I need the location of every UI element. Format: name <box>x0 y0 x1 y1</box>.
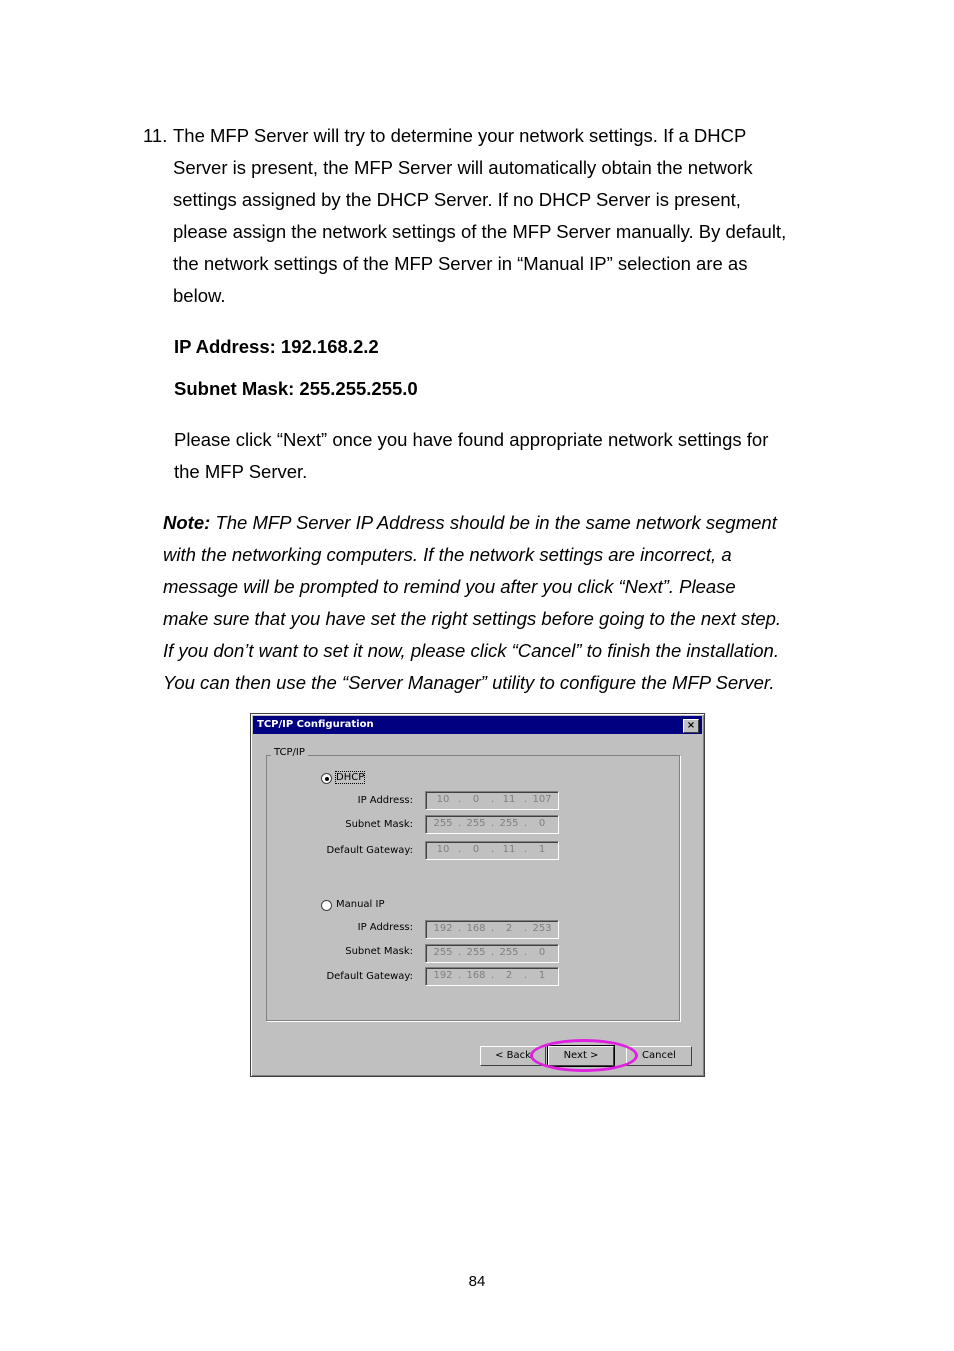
note-first: The MFP Server IP Address should be in the same network segment <box>210 512 777 533</box>
manual-ip-address-label: IP Address: <box>357 922 413 933</box>
page-number: 84 <box>468 1273 486 1290</box>
octet: 253 <box>532 923 552 934</box>
octet: 107 <box>532 794 552 805</box>
step-line: settings assigned by the DHCP Server. If no DHCP Server is present, <box>173 189 741 210</box>
dhcp-gateway-field[interactable]: 10 . 0 . 11 . 1 <box>425 841 559 860</box>
manual-gateway-field[interactable]: 192 . 168 . 2 . 1 <box>425 967 559 986</box>
note-line <box>163 507 833 539</box>
manual-gateway-label: Default Gateway: <box>326 971 413 982</box>
note-line: make sure that you have set the right settings before going to the next step. <box>163 608 782 629</box>
octet: 255 <box>499 947 519 958</box>
octet: 11 <box>502 794 516 805</box>
note-line: message will be prompted to remind you after you click “Next”. Please <box>163 576 736 597</box>
octet: 2 <box>505 923 513 934</box>
octet: 0 <box>472 844 480 855</box>
dhcp-ip-field[interactable]: 10 . 0 . 11 . 107 <box>425 791 559 810</box>
octet: 1 <box>538 844 546 855</box>
step-line: The MFP Server will try to determine your network settings. If a DHCP <box>173 125 747 146</box>
instruction-line: Please click “Next” once you have found appropriate network settings for <box>174 429 769 450</box>
step-line: Server is present, the MFP Server will automatically obtain the network <box>173 157 753 178</box>
note-label: Note: <box>163 512 211 533</box>
octet: 10 <box>436 844 450 855</box>
step-text <box>173 120 833 312</box>
dhcp-gateway-label: Default Gateway: <box>326 845 413 856</box>
octet: 255 <box>433 818 453 829</box>
note-line: If you don’t want to set it now, please click “Cancel” to finish the installation. <box>163 640 779 661</box>
next-highlight-circle <box>530 1039 638 1072</box>
default-mask: Subnet Mask: 255.255.255.0 <box>174 378 418 399</box>
octet: 168 <box>466 923 486 934</box>
octet: 255 <box>466 947 486 958</box>
group-label: TCP/IP <box>271 747 308 758</box>
step-line: please assign the network settings of the MFP Server manually. By default, <box>173 221 787 242</box>
manual-ip-label[interactable]: Manual IP <box>336 899 385 910</box>
dialog-title: TCP/IP Configuration <box>257 719 374 730</box>
octet: 255 <box>466 818 486 829</box>
octet: 0 <box>538 947 546 958</box>
default-ip: IP Address: 192.168.2.2 <box>174 336 379 357</box>
dhcp-label[interactable]: DHCP <box>336 772 365 783</box>
cancel-button[interactable]: Cancel <box>626 1046 692 1066</box>
octet: 192 <box>433 970 453 981</box>
octet: 255 <box>499 818 519 829</box>
octet: 1 <box>538 970 546 981</box>
octet: 0 <box>472 794 480 805</box>
dhcp-ip-label: IP Address: <box>357 795 413 806</box>
instruction <box>174 424 824 488</box>
octet: 192 <box>433 923 453 934</box>
octet: 10 <box>436 794 450 805</box>
dhcp-mask-field[interactable]: 255 . 255 . 255 . 0 <box>425 815 559 834</box>
manual-mask-field[interactable]: 255 . 255 . 255 . 0 <box>425 944 559 963</box>
note-line: with the networking computers. If the network settings are incorrect, a <box>163 544 732 565</box>
dhcp-radio[interactable] <box>321 773 332 784</box>
octet: 2 <box>505 970 513 981</box>
next-button[interactable]: Next > <box>548 1046 614 1066</box>
tcpip-dialog <box>250 713 705 1077</box>
octet: 168 <box>466 970 486 981</box>
manual-ip-radio[interactable] <box>321 900 332 911</box>
instruction-line: the MFP Server. <box>174 461 308 482</box>
note <box>163 507 833 699</box>
step-number: 11. <box>143 125 168 146</box>
dialog-titlebar <box>253 716 702 734</box>
octet: 255 <box>433 947 453 958</box>
step-line: the network settings of the MFP Server in “Manual IP” selection are as <box>173 253 748 274</box>
close-icon[interactable]: × <box>683 719 699 733</box>
manual-mask-label: Subnet Mask: <box>345 946 413 957</box>
note-line: You can then use the “Server Manager” utility to configure the MFP Server. <box>163 672 775 693</box>
manual-ip-address-field[interactable]: 192 . 168 . 2 . 253 <box>425 920 559 939</box>
octet: 11 <box>502 844 516 855</box>
octet: 0 <box>538 818 546 829</box>
step-line: below. <box>173 285 226 306</box>
dhcp-mask-label: Subnet Mask: <box>345 819 413 830</box>
back-button[interactable]: < Back <box>480 1046 546 1066</box>
